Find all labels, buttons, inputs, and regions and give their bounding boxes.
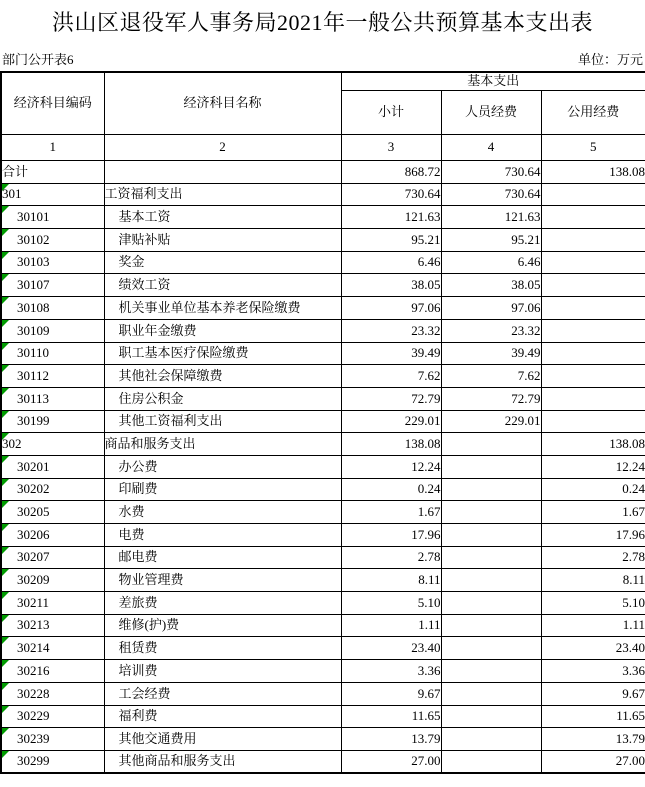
code-cell: 30207 <box>1 546 104 569</box>
excel-error-triangle-icon <box>2 252 9 259</box>
excel-error-triangle-icon <box>2 343 9 350</box>
subtotal-value-cell: 97.06 <box>341 297 441 320</box>
excel-error-triangle-icon <box>2 660 9 667</box>
subject-name-cell: 基本工资 <box>104 206 341 229</box>
subject-name-cell: 其他交通费用 <box>104 728 341 751</box>
subtotal-value-cell: 72.79 <box>341 387 441 410</box>
table-row <box>1 297 645 320</box>
excel-error-triangle-icon <box>2 728 9 735</box>
subject-name-cell: 其他社会保障缴费 <box>104 365 341 388</box>
sheet-label: 部门公开表6 <box>2 52 74 67</box>
subtotal-value-cell: 17.96 <box>341 524 441 547</box>
subtotal-value-cell: 13.79 <box>341 728 441 751</box>
excel-error-triangle-icon <box>2 320 9 327</box>
personnel-value-cell <box>441 682 541 705</box>
personnel-value-cell <box>441 637 541 660</box>
subject-name-cell: 邮电费 <box>104 546 341 569</box>
personnel-value-cell <box>441 546 541 569</box>
public-value-cell: 3.36 <box>541 660 645 683</box>
subject-name-cell: 福利费 <box>104 705 341 728</box>
code-cell: 30112 <box>1 365 104 388</box>
meta-row <box>0 49 645 71</box>
subtotal-value-cell: 121.63 <box>341 206 441 229</box>
code-cell: 30216 <box>1 660 104 683</box>
code-cell: 30211 <box>1 592 104 615</box>
subject-name-cell: 津贴补贴 <box>104 229 341 252</box>
code-cell: 301 <box>1 183 104 206</box>
subtotal-value-cell: 730.64 <box>341 183 441 206</box>
public-value-cell <box>541 387 645 410</box>
public-value-cell: 138.08 <box>541 161 645 184</box>
excel-error-triangle-icon <box>2 547 9 554</box>
subject-name-cell: 职工基本医疗保险缴费 <box>104 342 341 365</box>
table-row <box>1 342 645 365</box>
code-cell: 30205 <box>1 501 104 524</box>
table-row <box>1 251 645 274</box>
personnel-value-cell <box>441 728 541 751</box>
table-row <box>1 637 645 660</box>
public-value-cell: 5.10 <box>541 592 645 615</box>
subtotal-value-cell: 3.36 <box>341 660 441 683</box>
public-value-cell <box>541 206 645 229</box>
header-name-column: 经济科目名称 <box>104 72 341 135</box>
personnel-value-cell <box>441 433 541 456</box>
public-value-cell: 9.67 <box>541 682 645 705</box>
excel-error-triangle-icon <box>2 388 9 395</box>
public-value-cell <box>541 297 645 320</box>
subject-name-cell: 印刷费 <box>104 478 341 501</box>
code-cell: 30206 <box>1 524 104 547</box>
personnel-value-cell <box>441 750 541 773</box>
table-row <box>1 433 645 456</box>
public-value-cell <box>541 365 645 388</box>
subtotal-value-cell: 9.67 <box>341 682 441 705</box>
excel-error-triangle-icon <box>2 683 9 690</box>
excel-error-triangle-icon <box>2 592 9 599</box>
subject-name-cell: 工会经费 <box>104 682 341 705</box>
public-value-cell <box>541 319 645 342</box>
excel-error-triangle-icon <box>2 206 9 213</box>
subtotal-value-cell: 1.67 <box>341 501 441 524</box>
table-row <box>1 592 645 615</box>
code-cell: 30108 <box>1 297 104 320</box>
table-row <box>1 319 645 342</box>
table-row <box>1 183 645 206</box>
subtotal-value-cell: 5.10 <box>341 592 441 615</box>
personnel-value-cell: 121.63 <box>441 206 541 229</box>
subject-name-cell: 租赁费 <box>104 637 341 660</box>
personnel-value-cell <box>441 660 541 683</box>
public-value-cell <box>541 274 645 297</box>
table-row <box>1 229 645 252</box>
subject-name-cell: 绩效工资 <box>104 274 341 297</box>
public-value-cell: 12.24 <box>541 455 645 478</box>
subject-name-cell: 电费 <box>104 524 341 547</box>
subtotal-value-cell: 2.78 <box>341 546 441 569</box>
table-row <box>1 455 645 478</box>
total-label-cell: 合计 <box>1 161 104 184</box>
code-cell: 302 <box>1 433 104 456</box>
public-value-cell <box>541 342 645 365</box>
table-row <box>1 501 645 524</box>
code-cell: 30202 <box>1 478 104 501</box>
personnel-value-cell: 72.79 <box>441 387 541 410</box>
excel-error-triangle-icon <box>2 297 9 304</box>
column-index-row <box>1 135 645 161</box>
excel-error-triangle-icon <box>2 365 9 372</box>
table-row <box>1 274 645 297</box>
personnel-value-cell: 97.06 <box>441 297 541 320</box>
subtotal-value-cell: 11.65 <box>341 705 441 728</box>
personnel-value-cell: 38.05 <box>441 274 541 297</box>
table-row <box>1 705 645 728</box>
public-value-cell: 1.11 <box>541 614 645 637</box>
total-row <box>1 161 645 184</box>
subtotal-value-cell: 0.24 <box>341 478 441 501</box>
public-value-cell: 0.24 <box>541 478 645 501</box>
excel-error-triangle-icon <box>2 706 9 713</box>
excel-error-triangle-icon <box>2 456 9 463</box>
table-row <box>1 682 645 705</box>
table-row <box>1 524 645 547</box>
code-cell: 30213 <box>1 614 104 637</box>
budget-table <box>0 71 645 774</box>
header-personnel-funds: 人员经费 <box>441 91 541 135</box>
personnel-value-cell <box>441 614 541 637</box>
excel-error-triangle-icon <box>2 524 9 531</box>
code-cell: 30199 <box>1 410 104 433</box>
excel-error-triangle-icon <box>2 615 9 622</box>
subtotal-value-cell: 27.00 <box>341 750 441 773</box>
excel-error-triangle-icon <box>2 479 9 486</box>
personnel-value-cell <box>441 478 541 501</box>
public-value-cell: 27.00 <box>541 750 645 773</box>
subject-name-cell: 物业管理费 <box>104 569 341 592</box>
table-row <box>1 660 645 683</box>
personnel-value-cell: 229.01 <box>441 410 541 433</box>
table-row <box>1 478 645 501</box>
subtotal-value-cell: 138.08 <box>341 433 441 456</box>
public-value-cell: 1.67 <box>541 501 645 524</box>
subtotal-value-cell: 8.11 <box>341 569 441 592</box>
subject-name-cell: 差旅费 <box>104 592 341 615</box>
table-row <box>1 410 645 433</box>
code-cell: 30214 <box>1 637 104 660</box>
subject-name-cell: 其他商品和服务支出 <box>104 750 341 773</box>
code-cell: 30107 <box>1 274 104 297</box>
public-value-cell <box>541 183 645 206</box>
code-cell: 30113 <box>1 387 104 410</box>
personnel-value-cell: 7.62 <box>441 365 541 388</box>
subtotal-value-cell: 6.46 <box>341 251 441 274</box>
unit-label: 单位：万元 <box>577 52 643 67</box>
header-subtotal: 小计 <box>341 91 441 135</box>
subtotal-value-cell: 12.24 <box>341 455 441 478</box>
public-value-cell <box>541 410 645 433</box>
subject-name-cell: 奖金 <box>104 251 341 274</box>
public-value-cell: 11.65 <box>541 705 645 728</box>
subtotal-value-cell: 23.40 <box>341 637 441 660</box>
column-index-3: 3 <box>341 135 441 161</box>
column-index-2: 2 <box>104 135 341 161</box>
personnel-value-cell <box>441 455 541 478</box>
header-public-funds: 公用经费 <box>541 91 645 135</box>
excel-error-triangle-icon <box>2 751 9 758</box>
personnel-value-cell: 95.21 <box>441 229 541 252</box>
public-value-cell: 17.96 <box>541 524 645 547</box>
public-value-cell: 138.08 <box>541 433 645 456</box>
code-cell: 30109 <box>1 319 104 342</box>
excel-error-triangle-icon <box>2 637 9 644</box>
page-title: 洪山区退役军人事务局2021年一般公共预算基本支出表 <box>51 10 593 35</box>
personnel-value-cell: 730.64 <box>441 161 541 184</box>
table-row <box>1 750 645 773</box>
excel-error-triangle-icon <box>2 569 9 576</box>
column-index-1: 1 <box>1 135 104 161</box>
code-cell: 30110 <box>1 342 104 365</box>
subtotal-value-cell: 23.32 <box>341 319 441 342</box>
subject-name-cell: 培训费 <box>104 660 341 683</box>
personnel-value-cell: 23.32 <box>441 319 541 342</box>
subtotal-value-cell: 229.01 <box>341 410 441 433</box>
excel-error-triangle-icon <box>2 411 9 418</box>
personnel-value-cell: 6.46 <box>441 251 541 274</box>
personnel-value-cell: 39.49 <box>441 342 541 365</box>
code-cell: 30102 <box>1 229 104 252</box>
personnel-value-cell <box>441 705 541 728</box>
table-row <box>1 365 645 388</box>
code-cell: 30228 <box>1 682 104 705</box>
subject-name-cell: 工资福利支出 <box>104 183 341 206</box>
subject-name-cell <box>104 161 341 184</box>
personnel-value-cell <box>441 592 541 615</box>
subject-name-cell: 机关事业单位基本养老保险缴费 <box>104 297 341 320</box>
subtotal-value-cell: 95.21 <box>341 229 441 252</box>
excel-error-triangle-icon <box>2 501 9 508</box>
table-row <box>1 206 645 229</box>
excel-error-triangle-icon <box>2 274 9 281</box>
subject-name-cell: 其他工资福利支出 <box>104 410 341 433</box>
subject-name-cell: 办公费 <box>104 455 341 478</box>
table-body <box>1 161 645 774</box>
subtotal-value-cell: 7.62 <box>341 365 441 388</box>
subject-name-cell: 住房公积金 <box>104 387 341 410</box>
subject-name-cell: 商品和服务支出 <box>104 433 341 456</box>
excel-error-triangle-icon <box>2 229 9 236</box>
subtotal-value-cell: 868.72 <box>341 161 441 184</box>
personnel-value-cell: 730.64 <box>441 183 541 206</box>
code-cell: 30201 <box>1 455 104 478</box>
column-index-4: 4 <box>441 135 541 161</box>
subtotal-value-cell: 1.11 <box>341 614 441 637</box>
public-value-cell: 8.11 <box>541 569 645 592</box>
personnel-value-cell <box>441 501 541 524</box>
personnel-value-cell <box>441 569 541 592</box>
table-row <box>1 387 645 410</box>
table-row <box>1 569 645 592</box>
table-row <box>1 614 645 637</box>
excel-error-triangle-icon <box>2 184 9 191</box>
subject-name-cell: 水费 <box>104 501 341 524</box>
public-value-cell <box>541 251 645 274</box>
public-value-cell: 2.78 <box>541 546 645 569</box>
personnel-value-cell <box>441 524 541 547</box>
header-code-column: 经济科目编码 <box>1 72 104 135</box>
code-cell: 30209 <box>1 569 104 592</box>
header-group-basic-expenditure: 基本支出 <box>341 72 645 91</box>
public-value-cell: 13.79 <box>541 728 645 751</box>
code-cell: 30101 <box>1 206 104 229</box>
table-header <box>1 72 645 161</box>
code-cell: 30229 <box>1 705 104 728</box>
column-index-5: 5 <box>541 135 645 161</box>
subject-name-cell: 维修(护)费 <box>104 614 341 637</box>
public-value-cell: 23.40 <box>541 637 645 660</box>
subtotal-value-cell: 39.49 <box>341 342 441 365</box>
excel-error-triangle-icon <box>2 433 9 440</box>
table-row <box>1 546 645 569</box>
subject-name-cell: 职业年金缴费 <box>104 319 341 342</box>
code-cell: 30239 <box>1 728 104 751</box>
table-row <box>1 728 645 751</box>
code-cell: 30299 <box>1 750 104 773</box>
subtotal-value-cell: 38.05 <box>341 274 441 297</box>
public-value-cell <box>541 229 645 252</box>
code-cell: 30103 <box>1 251 104 274</box>
